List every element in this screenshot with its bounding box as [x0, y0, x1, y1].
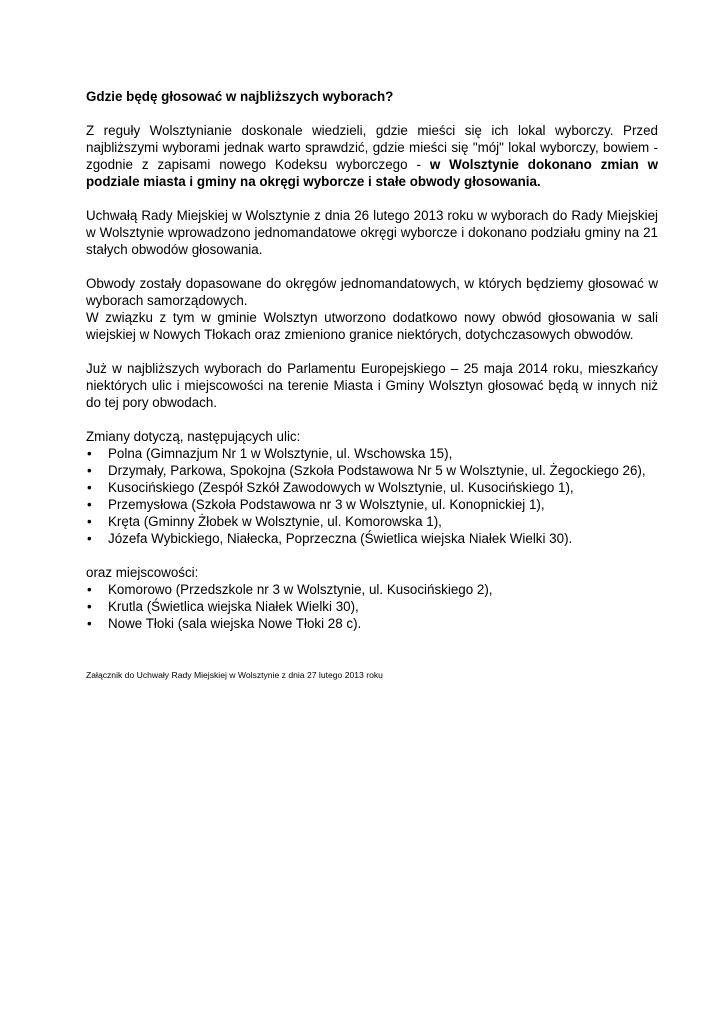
- bullet-icon: •: [87, 446, 92, 461]
- bullet-icon: •: [87, 616, 92, 631]
- intro-bold-text: w Wolsztynie dokonano zmian w podziale miasta i gminy na okręgi wyborcze i stałe obwody głosowania.: [86, 157, 658, 189]
- list-item: • Nowe Tłoki (sala wiejska Nowe Tłoki 28 c).: [87, 616, 362, 631]
- page-title: Gdzie będę głosować w najbliższych wyborach?: [86, 89, 394, 104]
- bullet-icon: •: [87, 480, 92, 495]
- intro-paragraph: [86, 122, 658, 190]
- new-district-paragraph: W związku z tym w gminie Wolsztyn utworzono dodatkowo nowy obwód głosowania w sali wiejskiej w Nowych Tłokach oraz zmieniono granice niektórych, dotychczasowych obwodów.: [86, 310, 658, 342]
- intro-text: Z reguły Wolsztynianie doskonale wiedzieli, gdzie mieści się ich lokal wyborczy. Przed najbliższymi wyborami jednak warto sprawdzić, gdzie mieści się "mój" lokal wyborczy, bowiem - zgodnie z zapisami nowego Kodeksu wyborczego -: [86, 123, 658, 172]
- bullet-icon: •: [87, 514, 92, 529]
- footnote: Załącznik do Uchwały Rady Miejskiej w Wolsztynie z dnia 27 lutego 2013 roku: [86, 670, 383, 680]
- resolution-paragraph: Uchwałą Rady Miejskiej w Wolsztynie z dnia 26 lutego 2013 roku w wyborach do Rady Miejskiej w Wolsztynie wprowadzono jednomandatowe okręgi wyborcze i dokonano podziału gminy na 21 stałych obwodów głosowania.: [86, 208, 658, 257]
- list-item: • Krutla (Świetlica wiejska Niałek Wielki 30),: [87, 599, 359, 614]
- bullet-icon: •: [87, 463, 92, 478]
- districts-paragraph: Obwody zostały dopasowane do okręgów jednomandatowych, w których będziemy głosować w wyborach samorządowych.: [86, 276, 658, 308]
- places-list: [86, 581, 658, 632]
- list-item: • Kręta (Gminny Żłobek w Wolsztynie, ul. Komorowska 1),: [87, 514, 442, 529]
- document-page: [86, 88, 658, 681]
- bullet-icon: •: [87, 599, 92, 614]
- streets-heading: Zmiany dotyczą, następujących ulic:: [86, 429, 301, 444]
- streets-list: [86, 445, 658, 547]
- list-item: • Polna (Gimnazjum Nr 1 w Wolsztynie, ul. Wschowska 15),: [87, 446, 453, 461]
- list-item: • Drzymały, Parkowa, Spokojna (Szkoła Podstawowa Nr 5 w Wolsztynie, ul. Żegockiego 26),: [87, 463, 646, 478]
- list-item: • Komorowo (Przedszkole nr 3 w Wolsztynie, ul. Kusocińskiego 2),: [87, 582, 493, 597]
- bullet-icon: •: [87, 497, 92, 512]
- election-paragraph: Już w najbliższych wyborach do Parlamentu Europejskiego – 25 maja 2014 roku, mieszkańcy niektórych ulic i miejscowości na terenie Miasta i Gminy Wolsztyn głosować będą w innych niż do tej pory obwodach.: [86, 361, 658, 410]
- bullet-icon: •: [87, 531, 92, 546]
- places-heading: oraz miejscowości:: [86, 565, 199, 580]
- list-item: • Józefa Wybickiego, Niałecka, Poprzeczna (Świetlica wiejska Niałek Wielki 30).: [87, 531, 573, 546]
- list-item: • Przemysłowa (Szkoła Podstawowa nr 3 w Wolsztynie, ul. Konopnickiej 1),: [87, 497, 545, 512]
- list-item: • Kusocińskiego (Zespół Szkół Zawodowych w Wolsztynie, ul. Kusocińskiego 1),: [87, 480, 574, 495]
- bullet-icon: •: [87, 582, 92, 597]
